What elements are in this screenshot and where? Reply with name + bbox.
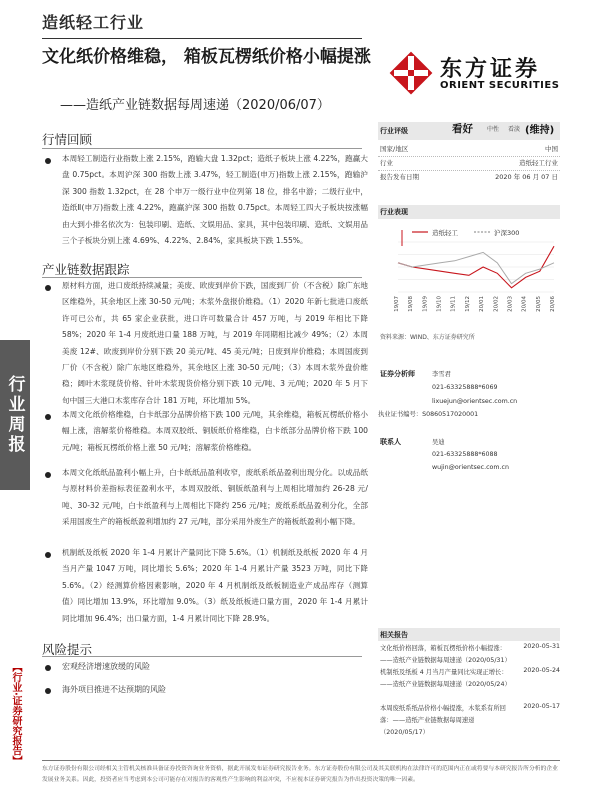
rating-row-value: 中国 bbox=[545, 145, 558, 153]
rating-row bbox=[378, 143, 560, 155]
analyst-phone: 021-63325888*6069 bbox=[432, 384, 498, 391]
rating-row-value: 造纸轻工行业 bbox=[519, 159, 558, 167]
bullet-icon bbox=[45, 414, 51, 420]
x-tick-label: 20/06 bbox=[550, 296, 556, 312]
profit-paragraph: 本周文化纸纸品盈利小幅上升，白卡纸纸品盈利收窄，废纸系纸品盈利出现分化。以成品纸与原材料价差指标表征盈利水平，本周双胶纸、铜版纸盈利与上周相比增加约 26-28 元/吨、30-32 元/吨，白卡纸盈利与上周相比下降约 256 元/吨；废纸系纸品盈利分化，全部采用国废生产的箱板纸盈利增加约 27 元/吨，部分采用外废生产的箱板纸盈利小幅下降。 bbox=[62, 468, 368, 527]
related-report-link[interactable]: 本周废纸系纸品价格小幅提涨，木浆系有所回落：——造纸产业链数据每周速递（2020/05/17） bbox=[380, 705, 506, 736]
rating-option-bearish: 看淡 bbox=[508, 126, 521, 133]
x-tick-label: 19/08 bbox=[408, 296, 415, 312]
side-report-tag: 【行业·证券研究报告】 bbox=[10, 662, 21, 766]
x-tick-label: 20/04 bbox=[521, 296, 528, 312]
related-report-link[interactable]: 机制纸及纸板 4 月当月产量同比实现正增长：——造纸产业链数据每周速递（2020/05/24） bbox=[380, 669, 511, 688]
contact-label: 联系人 bbox=[380, 438, 401, 446]
rating-value: 看好 bbox=[452, 123, 473, 135]
orient-securities-logo-icon bbox=[388, 50, 434, 96]
rating-row-key: 报告发布日期 bbox=[380, 173, 419, 181]
paper-price-paragraph: 本周文化纸价格维稳，白卡纸部分品牌价格下跌 100 元/吨，其余维稳，箱板瓦楞纸价格小幅上涨，溶解浆价格维稳。本周双胶纸、铜版纸价格维稳，白卡纸部分品牌价格下跌 100 元/吨；箱板瓦楞纸价格上涨 50 元/吨；溶解浆价格维稳。 bbox=[62, 410, 368, 452]
side-banner: 行业周报 bbox=[0, 340, 30, 490]
related-report-date: 2020-05-24 bbox=[523, 667, 560, 674]
footer-divider bbox=[42, 760, 560, 761]
logo-chinese-text: 东方证券 bbox=[440, 57, 541, 82]
rating-row-value: 2020 年 06 月 07 日 bbox=[495, 173, 558, 181]
section-divider bbox=[42, 656, 362, 657]
bullet-icon bbox=[45, 285, 51, 291]
x-tick-label: 20/03 bbox=[507, 296, 514, 312]
chart-source: 资料来源：WIND、东方证券研究所 bbox=[380, 334, 475, 341]
x-tick-label: 19/07 bbox=[394, 296, 400, 312]
rating-maintain: (维持) bbox=[525, 125, 555, 136]
analyst-name: 李雪君 bbox=[432, 371, 451, 378]
risk-item: 宏观经济增速放缓的风险 bbox=[62, 662, 150, 671]
section-heading-market: 行情回顾 bbox=[42, 132, 93, 147]
x-tick-label: 20/02 bbox=[493, 296, 500, 312]
x-tick-label: 19/09 bbox=[422, 296, 429, 312]
analyst-cert: 执业证书编号：S0860517020001 bbox=[378, 411, 479, 418]
x-tick-label: 19/11 bbox=[450, 296, 457, 312]
footer-disclaimer: 东方证券股份有限公司经相关主管机关核准具备证券投资咨询业务资格，据此开展发布证券研究报告业务。东方证券股份有限公司及其关联机构在法律许可的范围内正在或将要与本研究报告所分析的企业发展业务关系。因此，投资者应当考虑到本公司可能存在对报告的客观性产生影响的利益冲突，不应视本证券研究报告为作出投资决策的唯一因素。 bbox=[42, 766, 558, 783]
bullet-icon bbox=[45, 665, 51, 671]
bullet-icon bbox=[45, 552, 51, 558]
contact-name: 吴迪 bbox=[432, 439, 445, 446]
rating-option-neutral: 中性 bbox=[487, 126, 500, 133]
rating-row bbox=[378, 171, 560, 183]
analyst-email[interactable]: lixuejun@orientsec.com.cn bbox=[432, 398, 518, 405]
production-paragraph: 机制纸及纸板 2020 年 1-4 月累计产量同比下降 5.6%。（1）机制纸及纸板 2020 年 4 月当月产量 1047 万吨，同比增长 5.6%；2020 年 1-4 月累计产量 3523 万吨，同比下降 5.6%。（2）经测算价格因素影响，2020 年 4 月机制纸及纸板制造业产成品库存（测算值）同比增加 13.9%，环比增加 9.0%。（3）纸及纸板进口量方面，2020 年 1-4 月累计同比增加 96.4%；出口量方面，1-4 月累计同比下降 28.9%。 bbox=[62, 548, 368, 623]
related-report-link[interactable]: 文化纸价格回落，箱板瓦楞纸价格小幅提涨：——造纸产业链数据每周速递（2020/05/31） bbox=[380, 645, 511, 664]
bullet-icon bbox=[45, 688, 51, 694]
rating-row-key: 行业 bbox=[380, 159, 393, 167]
rating-label: 行业评级 bbox=[380, 127, 408, 135]
rating-row bbox=[378, 157, 560, 169]
related-title: 相关报告 bbox=[380, 631, 408, 639]
contact-email[interactable]: wujin@orientsec.com.cn bbox=[432, 464, 509, 471]
related-report-date: 2020-05-17 bbox=[523, 703, 560, 710]
report-title: 文化纸价格维稳， 箱板瓦楞纸价格小幅提涨 bbox=[42, 47, 371, 67]
chart-title: 行业表现 bbox=[380, 208, 408, 216]
market-review-paragraph: 本周轻工制造行业指数上涨 2.15%，跑输大盘 1.32pct；造纸子板块上涨 4.22%，跑赢大盘 0.75pct。本周沪深 300 指数上涨 3.47%，轻工制造(申万)指数上涨 2.15%，跑输沪深 300 指数 1.32pct，在 28 个申万一级行业中位列第 18 位，排名中游；二级行业中，造纸Ⅱ(申万)指数上涨 4.22%，跑赢沪深 300 指数 0.75pct。本周轻工四大子板块按涨幅由大到小排名依次为：包装印刷、造纸、文娱用品、家具，其中包装印刷、造纸、文娱用品三个子板块分别上涨 4.69%、4.22%、2.84%，家具板块下跌 1.55%。 bbox=[62, 154, 368, 246]
risk-item: 海外项目推进不达预期的风险 bbox=[62, 685, 166, 694]
related-report-date: 2020-05-31 bbox=[523, 643, 560, 650]
x-axis-ticks bbox=[394, 296, 556, 312]
x-tick-label: 19/12 bbox=[464, 296, 471, 312]
header-divider bbox=[42, 38, 362, 39]
x-tick-label: 19/10 bbox=[436, 296, 443, 312]
chart-grid bbox=[398, 242, 554, 292]
legend-label-industry: 造纸轻工 bbox=[432, 229, 458, 237]
section-heading-risk: 风险提示 bbox=[42, 642, 93, 657]
legend-label-hs300: 沪深300 bbox=[494, 229, 520, 237]
rating-row-key: 国家/地区 bbox=[380, 145, 409, 153]
x-tick-label: 20/01 bbox=[479, 296, 486, 312]
contact-phone: 021-63325888*6088 bbox=[432, 451, 498, 458]
x-tick-label: 20/05 bbox=[535, 296, 542, 312]
logo-english-text: ORIENT SECURITIES bbox=[440, 80, 560, 91]
bullet-icon bbox=[45, 158, 51, 164]
industry-performance-chart bbox=[378, 220, 560, 330]
report-subtitle: ——造纸产业链数据每周速递（2020/06/07） bbox=[60, 98, 330, 113]
industry-category: 造纸轻工行业 bbox=[42, 13, 145, 32]
section-heading-chain: 产业链数据跟踪 bbox=[42, 262, 130, 277]
section-divider bbox=[42, 148, 362, 149]
analyst-label: 证券分析师 bbox=[380, 370, 415, 378]
raw-material-paragraph: 原材料方面，进口废纸持续减量；美废、欧废到岸价下跌，国废到厂价（不含税）除广东地区维稳外，其余地区上涨 30-50 元/吨；木浆外盘报价维稳。（1）2020 年新七批进口废纸许可已公布，共 65 家企业获批，进口许可数量合计 457 万吨，与 2019 年相比下降 58%；2020 年 1-4 月废纸进口量 188 万吨，与 2019 年同期相比减少 49%；（2）本周美废 12#、欧废到岸价分别下跌 20 美元/吨、45 美元/吨；日废到岸价维稳；本周国废到厂价（不含税）除广东地区维稳外，其余地区上涨 30-50 元/吨；（3）本周木浆外盘价维稳；阔叶木浆现货价格、针叶木浆现货价格分别下跌 10 元/吨、3 元/吨；2020 年 5 月下旬中国三大港口木浆库存合计 181 万吨，环比增加 5%。 bbox=[62, 281, 368, 405]
bullet-icon bbox=[45, 472, 51, 478]
